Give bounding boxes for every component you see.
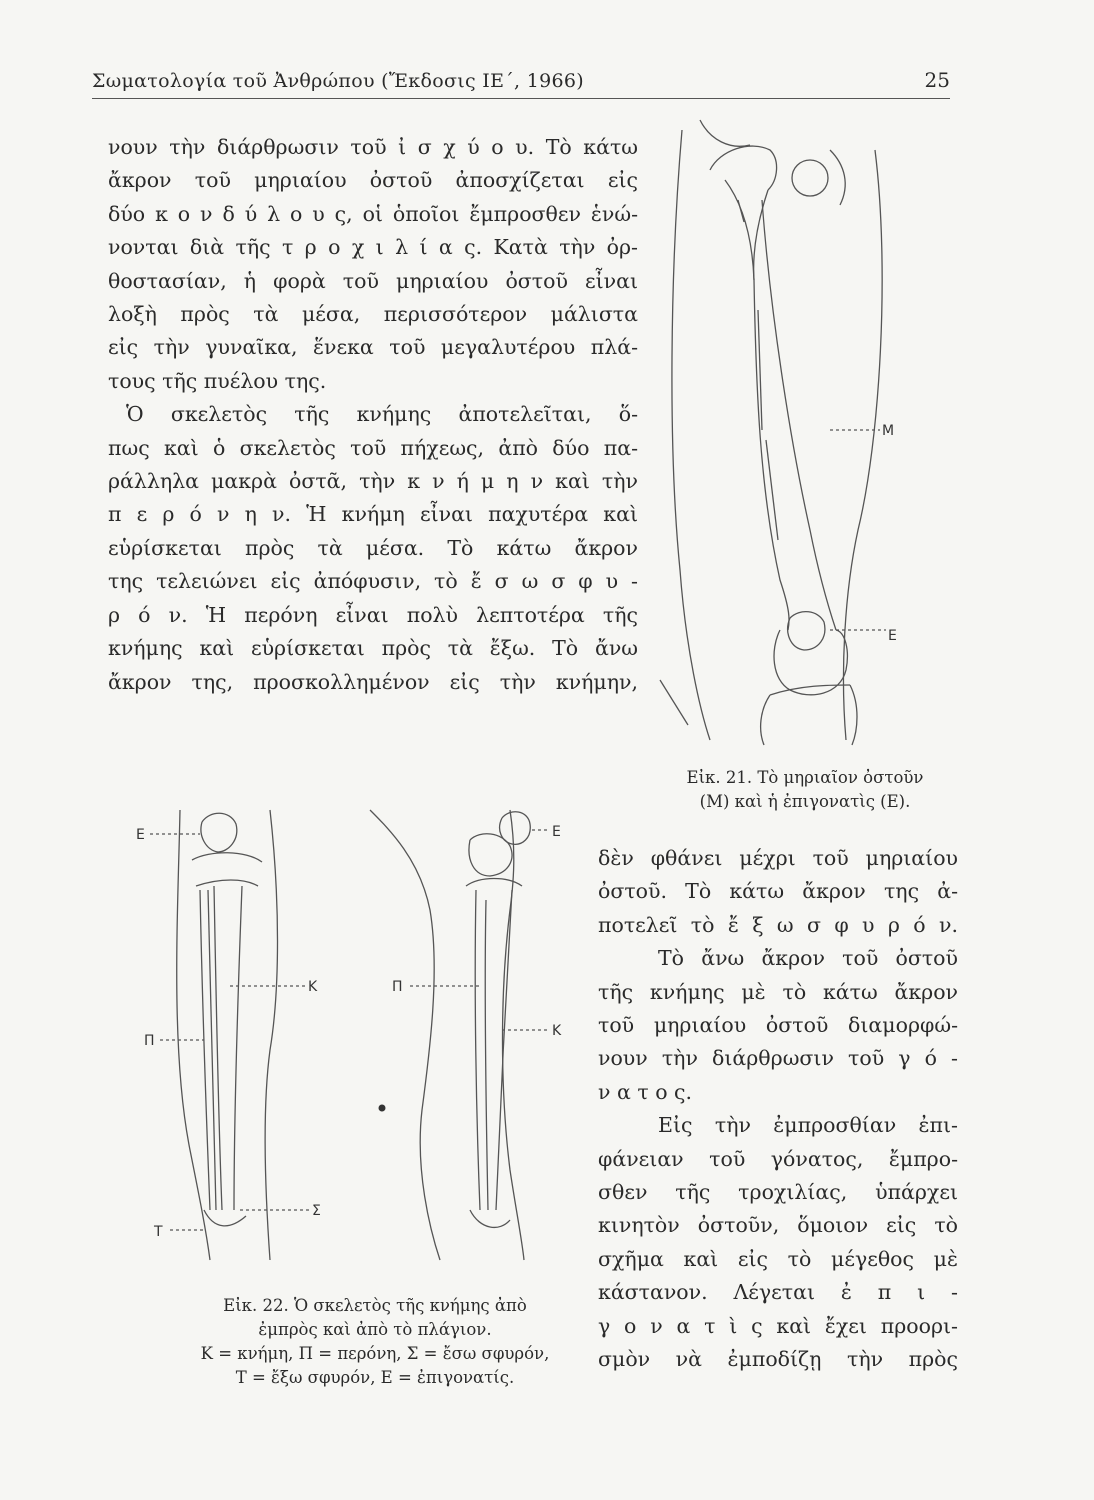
femur-illustration [640, 110, 940, 750]
text-line: Εἰς τὴν ἐμπροσθίαν ἐπι- [658, 1113, 958, 1138]
dot-mark [379, 1105, 386, 1112]
text-line: θοστασίαν, ἡ φορὰ τοῦ μηριαίου ὀστοῦ εἶναι [108, 268, 638, 293]
text-line: ὀστοῦ. Τὸ κάτω ἄκρον της ἀ- [598, 879, 958, 904]
text-line: δὲν φθάνει μέχρι τοῦ μηριαίου [598, 846, 958, 870]
text-line: εἰς τὴν γυναῖκα, ἕνεκα τοῦ μεγαλυτέρου πλά- [108, 335, 638, 360]
text-line: σμὸν νὰ ἐμποδίζῃ τὴν πρὸς [598, 1347, 958, 1372]
text-line: γ ο ν α τ ὶ ς καὶ ἔχει προορι- [598, 1313, 958, 1338]
text-line: σθεν τῆς τροχιλίας, ὑπάρχει [598, 1180, 958, 1205]
figure-21-caption [640, 766, 970, 814]
text-line: λοξὴ πρὸς τὰ μέσα, περισσότερον μάλιστα [108, 302, 638, 327]
text-line: κάστανον. Λέγεται ἐ π ι - [598, 1280, 958, 1305]
text-line: ν α τ ο ς. [598, 1079, 693, 1104]
label-p-front: Π [144, 1033, 155, 1049]
figure-22-caption [140, 1294, 610, 1390]
text-line: σχῆμα καὶ εἰς τὸ μέγεθος μὲ [598, 1246, 958, 1271]
text-line: ἄκρον τοῦ μηριαίου ὀστοῦ ἀποσχίζεται εἰς [108, 168, 638, 193]
text-line: νουν τὴν διάρθρωσιν τοῦ ἰ σ χ ύ ο υ. Τὸ κάτω [108, 135, 638, 159]
text-line: ρ ό ν. Ἡ περόνη εἶναι πολὺ λεπτοτέρα τῆς [108, 602, 638, 627]
left-column-text [108, 131, 638, 699]
text-line: τοῦ μηριαίου ὀστοῦ διαμορφώ- [598, 1013, 958, 1038]
text-line: κινητὸν ὀστοῦν, ὅμοιον εἰς τὸ [598, 1213, 958, 1238]
label-t: Τ [154, 1224, 163, 1240]
caption-line: (Μ) καὶ ἡ ἐπιγονατὶς (Ε). [699, 792, 911, 811]
label-m: Μ [882, 423, 895, 439]
label-k-side: Κ [552, 1023, 562, 1039]
text-line: εὑρίσκεται πρὸς τὰ μέσα. Τὸ κάτω ἄκρον [108, 535, 638, 560]
caption-line: Κ = κνήμη, Π = περόνη, Σ = ἔσω σφυρόν, [200, 1344, 550, 1363]
text-line: νονται διὰ τῆς τ ρ ο χ ι λ ί α ς. Κατὰ τὴν ὀρ- [108, 235, 638, 260]
label-k-front: Κ [308, 979, 318, 995]
text-line: τους τῆς πυέλου της. [108, 368, 327, 393]
text-line: κνήμης καὶ εὑρίσκεται πρὸς τὰ ἔξω. Τὸ ἄνω [108, 636, 638, 661]
caption-line: ἐμπρὸς καὶ ἀπὸ τὸ πλάγιον. [258, 1320, 492, 1339]
text-line: φάνειαν τοῦ γόνατος, ἔμπρο- [598, 1146, 958, 1171]
text-line: πως καὶ ὁ σκελετὸς τοῦ πήχεως, ἀπὸ δύο πα- [108, 435, 638, 460]
label-e-side: Ε [552, 824, 561, 840]
caption-line: Τ = ἔξω σφυρόν, Ε = ἐπιγονατίς. [235, 1368, 515, 1387]
caption-line: Εἰκ. 22. Ὁ σκελετὸς τῆς κνήμης ἀπὸ [223, 1296, 527, 1315]
label-s: Σ [312, 1203, 321, 1219]
text-line: π ε ρ ό ν η ν. Ἡ κνήμη εἶναι παχυτέρα καὶ [108, 502, 638, 527]
text-line: ράλληλα μακρὰ ὀστᾶ, τὴν κ ν ή μ η ν καὶ τὴν [108, 469, 638, 494]
text-line: της τελειώνει εἰς ἀπόφυσιν, τὸ ἔ σ ω σ φ υ - [108, 569, 638, 594]
running-header [92, 66, 950, 99]
text-line: ἄκρον της, προσκολλημένον εἰς τὴν κνήμην, [108, 669, 638, 694]
label-p-side: Π [392, 979, 403, 995]
header-title: Σωματολογία τοῦ Ἀνθρώπου (Ἔκδοσις ΙΕ΄, 1966) [92, 70, 584, 92]
caption-line: Εἰκ. 21. Τὸ μηριαῖον ὀστοῦν [686, 768, 924, 787]
right-column-text [598, 842, 958, 1377]
page-number: 25 [924, 68, 950, 92]
text-line: ποτελεῖ τὸ ἔ ξ ω σ φ υ ρ ό ν. [598, 912, 958, 937]
text-line: δύο κ ο ν δ ύ λ ο υ ς, οἱ ὁποῖοι ἔμπροσθεν ἑνώ- [108, 201, 638, 226]
label-e-front: Ε [136, 827, 145, 843]
text-line: τῆς κνήμης μὲ τὸ κάτω ἄκρον [598, 979, 958, 1004]
text-line: Ὁ σκελετὸς τῆς κνήμης ἀποτελεῖται, ὅ- [126, 402, 638, 427]
label-e: Ε [888, 628, 897, 644]
text-line: Τὸ ἄνω ἄκρον τοῦ ὀστοῦ [658, 946, 958, 971]
text-line: νουν τὴν διάρθρωσιν τοῦ γ ό - [598, 1046, 958, 1071]
leg-skeleton-illustration [130, 790, 600, 1290]
